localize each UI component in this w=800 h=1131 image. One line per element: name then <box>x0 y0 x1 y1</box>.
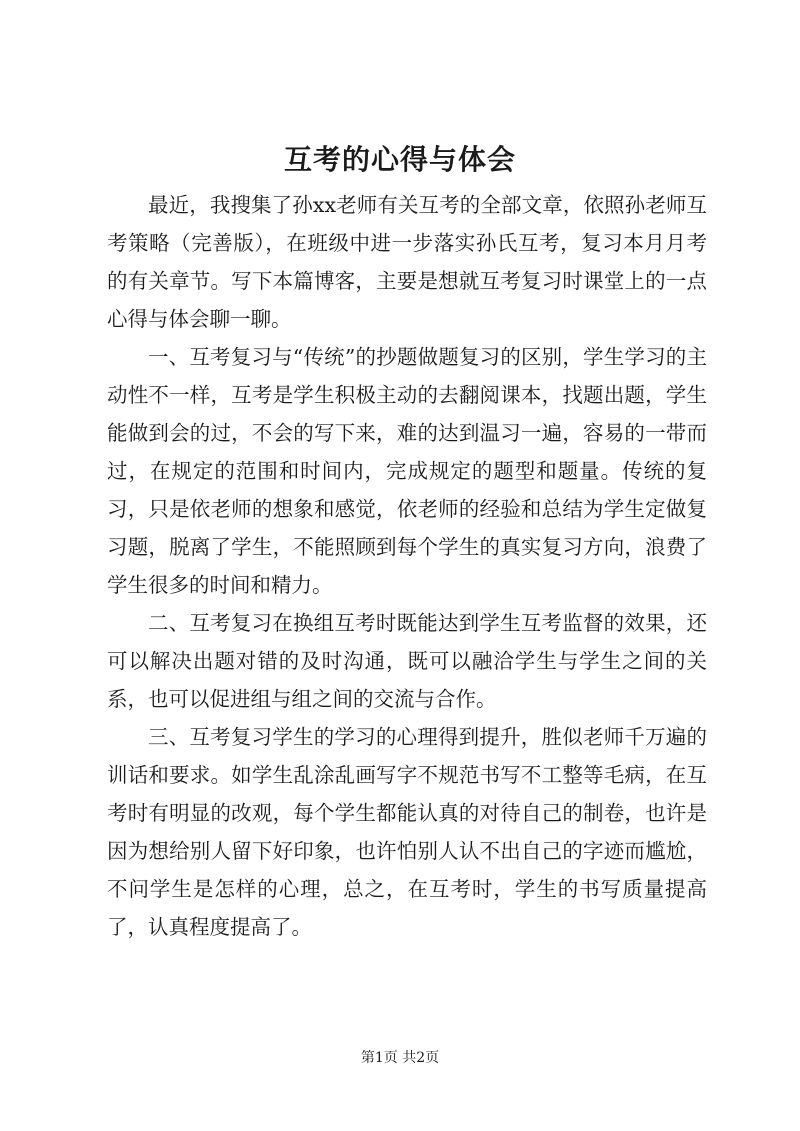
document-title: 互考的心得与体会 <box>283 143 516 176</box>
paragraph-point-two: 二、互考复习在换组互考时既能达到学生互考监督的效果，还可以解决出题对错的及时沟通，既可以融洽学生与学生之间的关系，也可以促进组与组之间的交流与合作。 <box>107 611 707 711</box>
page-number-footer: 第1页 共2页 <box>360 1050 440 1066</box>
paragraph-intro: 最近，我搜集了孙xx老师有关互考的全部文章，依照孙老师互考策略（完善版），在班级中进一步落实孙氏互考，复习本月月考的有关章节。写下本篇博客，主要是想就互考复习时课堂上的一点心得与体会聊一聊。 <box>107 193 707 331</box>
paragraph-point-one: 一、互考复习与“传统”的抄题做题复习的区别，学生学习的主动性不一样，互考是学生积极主动的去翻阅课本，找题出题，学生能做到会的过，不会的写下来，难的达到温习一遍，容易的一带而过，在规定的范围和时间内，完成规定的题型和题量。传统的复习，只是依老师的想象和感觉，依老师的经验和总结为学生定做复习题，脱离了学生，不能照顾到每个学生的真实复习方向，浪费了学生很多的时间和精力。 <box>107 345 707 597</box>
document-body <box>107 186 707 946</box>
paragraph-point-three: 三、互考复习学生的学习的心理得到提升，胜似老师千万遍的训话和要求。如学生乱涂乱画写字不规范书写不工整等毛病，在互考时有明显的改观，每个学生都能认真的对待自己的制卷，也许是因为想给别人留下好印象，也许怕别人认不出自己的字迹而尴尬，不问学生是怎样的心理，总之，在互考时，学生的书写质量提高了，认真程度提高了。 <box>107 725 707 939</box>
